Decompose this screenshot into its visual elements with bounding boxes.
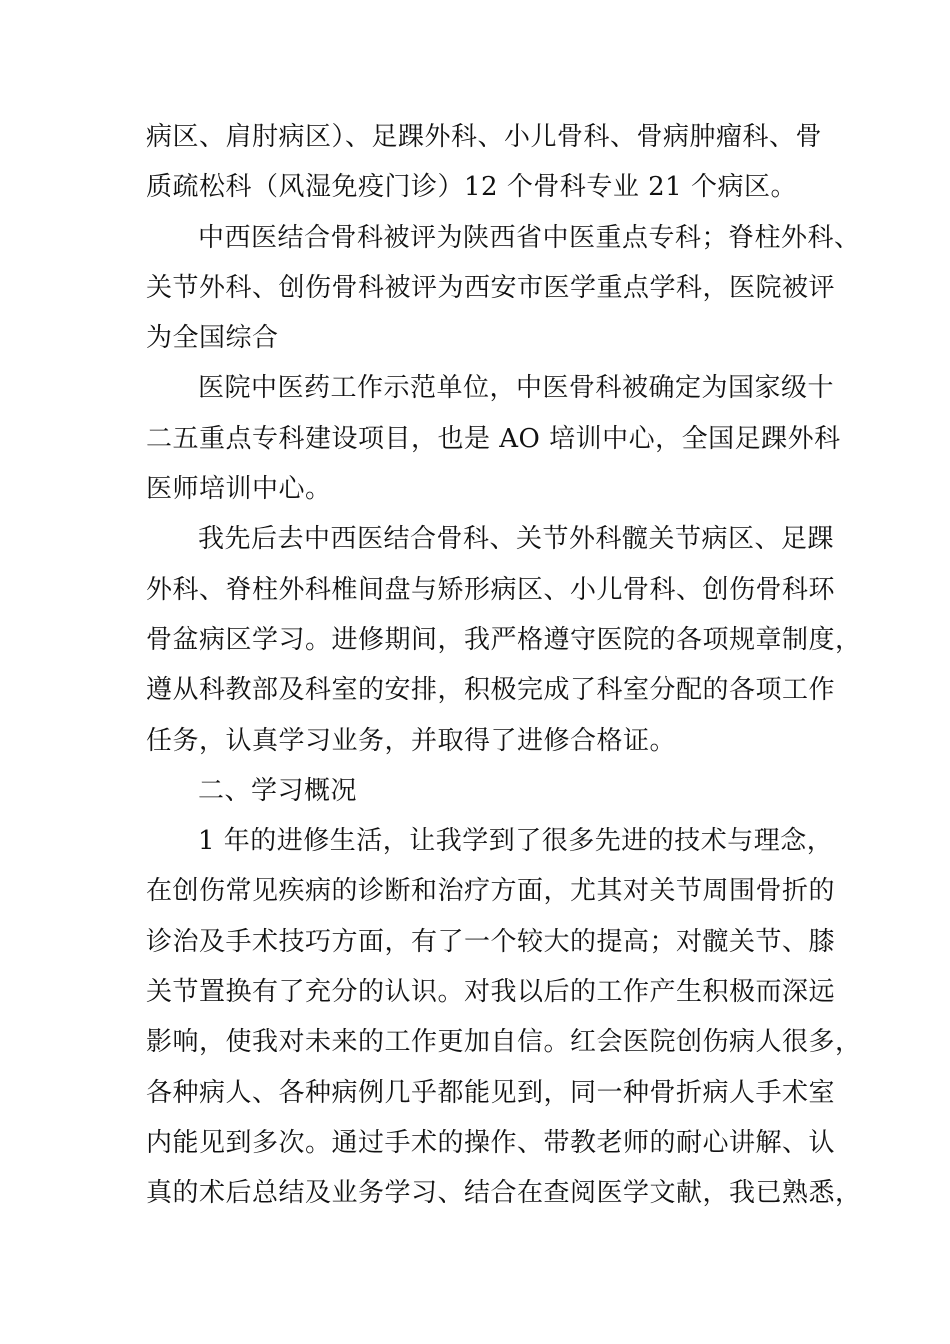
- text-line: 各种病人、各种病例几乎都能见到，同一种骨折病人手术室: [146, 1077, 836, 1108]
- text-line: 任务，认真学习业务，并取得了进修合格证。: [146, 725, 677, 756]
- document-body: [146, 112, 862, 1219]
- text-line: 遵从科教部及科室的安排，积极完成了科室分配的各项工作: [146, 675, 836, 706]
- text-line: 医师培训中心。: [146, 474, 332, 505]
- text-line: 真的术后总结及业务学习、结合在查阅医学文献，我已熟悉，: [146, 1178, 862, 1209]
- text-line: 外科、脊柱外科椎间盘与矫形病区、小儿骨科、创伤骨科环: [146, 574, 836, 605]
- text-line: 中西医结合骨科被评为陕西省中医重点专科；脊柱外科、: [198, 222, 861, 253]
- text-line: 二五重点专科建设项目，也是 AO 培训中心，全国足踝外科: [146, 423, 841, 454]
- text-line: 影响，使我对未来的工作更加自信。红会医院创伤病人很多，: [146, 1027, 862, 1058]
- text-line: 病区、肩肘病区）、足踝外科、小儿骨科、骨病肿瘤科、骨: [146, 122, 823, 152]
- text-line: 内能见到多次。通过手术的操作、带教老师的耐心讲解、认: [146, 1127, 836, 1158]
- text-line: 我先后去中西医结合骨科、关节外科髋关节病区、足踝: [198, 524, 835, 555]
- text-line: 医院中医药工作示范单位，中医骨科被确定为国家级十: [198, 373, 835, 404]
- text-line: 二、学习概况: [198, 775, 358, 806]
- text-line: 1 年的进修生活，让我学到了很多先进的技术与理念，: [198, 826, 834, 857]
- text-line: 质疏松科（风湿免疫门诊）12 个骨科专业 21 个病区。: [146, 172, 797, 203]
- text-line: 关节置换有了充分的认识。对我以后的工作产生积极而深远: [146, 977, 836, 1008]
- text-line: 诊治及手术技巧方面，有了一个较大的提高；对髋关节、膝: [146, 926, 836, 957]
- text-line: 在创伤常见疾病的诊断和治疗方面，尤其对关节周围骨折的: [146, 876, 836, 907]
- text-line: 为全国综合: [146, 323, 279, 354]
- text-line: 关节外科、创伤骨科被评为西安市医学重点学科，医院被评: [146, 272, 836, 303]
- text-line: 骨盆病区学习。进修期间，我严格遵守医院的各项规章制度，: [146, 624, 862, 655]
